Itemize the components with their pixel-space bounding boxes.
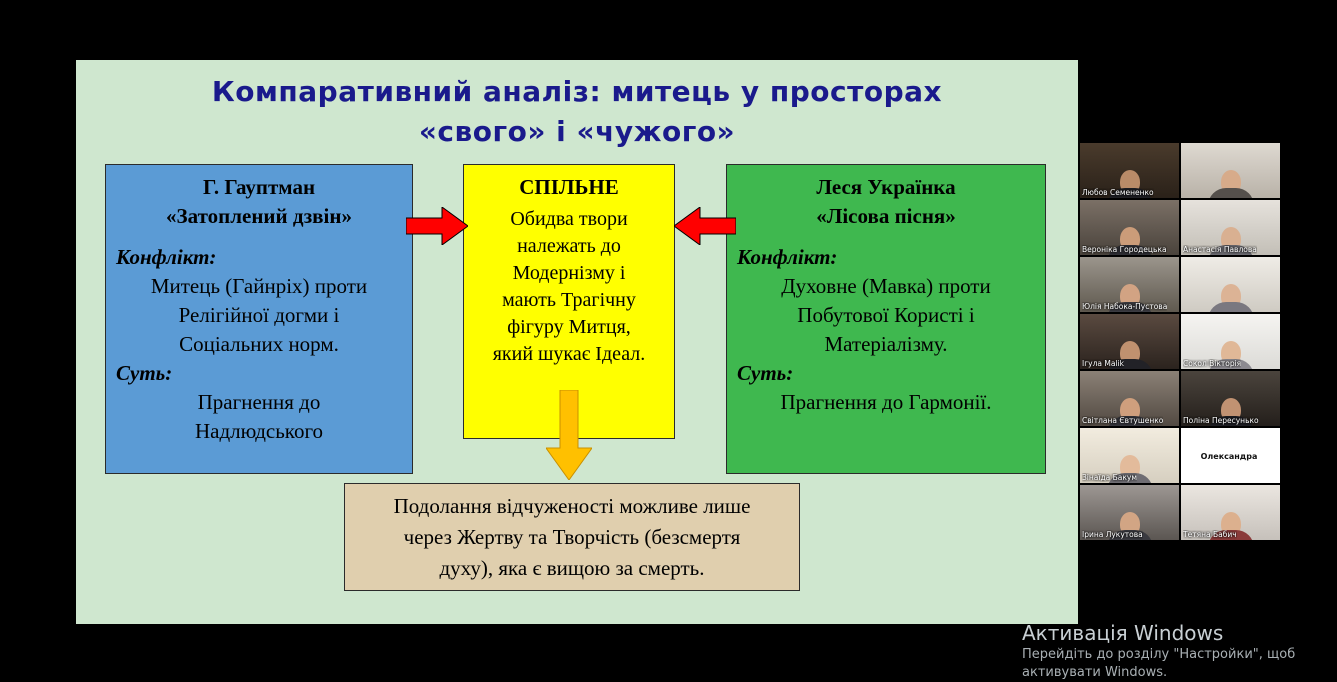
video-row xyxy=(1080,143,1280,198)
participant-tile[interactable] xyxy=(1080,257,1179,312)
watermark-title: Активація Windows xyxy=(1022,621,1224,645)
middle-box-line-3: Модернізму і xyxy=(512,262,626,284)
watermark-line-2: активувати Windows. xyxy=(1022,665,1168,680)
participant-name: Зінаїда Бакум xyxy=(1082,473,1138,482)
middle-box-line-6: який шукає Ідеал. xyxy=(492,343,646,365)
participant-name: Вероніка Городецька xyxy=(1082,245,1167,254)
slide-title-line-2: «свого» і «чужого» xyxy=(418,115,736,148)
left-box-body xyxy=(116,243,402,446)
participant-tile[interactable] xyxy=(1181,143,1280,198)
participant-name: Ігула Malik xyxy=(1082,359,1124,368)
right-box-conflict-line-2: Побутової Користі і xyxy=(797,303,975,327)
participant-name: Юлія Набока-Пустова xyxy=(1082,302,1168,311)
left-box-heading-line-2: «Затоплений дзвін» xyxy=(166,204,352,228)
participant-tile[interactable] xyxy=(1080,143,1179,198)
slide-title-line-1: Компаративний аналіз: митець у просторах xyxy=(211,75,943,108)
arrow-right-pointing-icon xyxy=(406,207,468,245)
participant-tile[interactable] xyxy=(1080,371,1179,426)
video-row xyxy=(1080,428,1280,483)
slide-title xyxy=(76,72,1078,152)
participant-tile[interactable] xyxy=(1181,371,1280,426)
left-box-essence-line-2: Надлюдського xyxy=(194,419,324,443)
left-box-essence-line-1: Прагнення до xyxy=(197,390,321,414)
video-row xyxy=(1080,485,1280,540)
participant-tile[interactable] xyxy=(1181,200,1280,255)
middle-box-line-4: мають Трагічну xyxy=(502,289,636,311)
left-box-heading-line-1: Г. Гауптман xyxy=(202,175,316,199)
right-box-conflict-line-1: Духовне (Мавка) проти xyxy=(781,274,991,298)
right-box-essence-label: Суть: xyxy=(737,361,794,385)
right-box-conflict-line-3: Матеріалізму. xyxy=(824,332,948,356)
comparison-box-right xyxy=(726,164,1046,474)
right-box-heading-line-2: «Лісова пісня» xyxy=(816,204,956,228)
participant-tile[interactable] xyxy=(1080,200,1179,255)
participant-tile[interactable] xyxy=(1181,485,1280,540)
watermark-line-1: Перейдіть до розділу "Настройки", щоб xyxy=(1022,647,1296,662)
participant-name: Тетяна Бабич xyxy=(1183,530,1237,539)
left-box-heading xyxy=(116,173,402,231)
participant-tile[interactable] xyxy=(1080,485,1179,540)
participant-video-grid xyxy=(1080,143,1280,543)
right-box-heading xyxy=(737,173,1035,231)
right-box-essence-line-1: Прагнення до Гармонії. xyxy=(780,390,992,414)
participant-name: Сокол Вікторія xyxy=(1183,359,1242,368)
video-row xyxy=(1080,200,1280,255)
participant-tile[interactable] xyxy=(1181,314,1280,369)
arrow-down-pointing-icon xyxy=(546,390,592,480)
arrow-left-pointing-icon xyxy=(674,207,736,245)
windows-activation-watermark xyxy=(1022,620,1337,682)
presentation-slide xyxy=(76,60,1078,624)
conclusion-box xyxy=(344,483,800,591)
participant-name: Світлана Євтушенко xyxy=(1082,416,1164,425)
participant-name: Ірина Лукутова xyxy=(1082,530,1143,539)
left-box-conflict-line-2: Релігійної догми і xyxy=(178,303,340,327)
left-box-conflict-line-1: Митець (Гайнріх) проти xyxy=(150,274,368,298)
left-box-conflict-label: Конфлікт: xyxy=(116,245,217,269)
conclusion-line-1: Подолання відчуженості можливе лише xyxy=(393,493,751,518)
conclusion-line-3: духу), яка є вищою за смерть. xyxy=(439,555,705,580)
left-box-essence-label: Суть: xyxy=(116,361,173,385)
participant-name: Любов Семененко xyxy=(1082,188,1154,197)
comparison-box-left xyxy=(105,164,413,474)
participant-name: Олександра xyxy=(1200,452,1258,461)
conclusion-line-2: через Жертву та Творчість (безсмертя xyxy=(403,524,741,549)
video-row xyxy=(1080,314,1280,369)
left-box-conflict-line-3: Соціальних норм. xyxy=(179,332,339,356)
participant-tile[interactable] xyxy=(1181,257,1280,312)
right-box-heading-line-1: Леся Українка xyxy=(816,175,956,199)
middle-box-line-2: належать до xyxy=(517,235,621,257)
participant-name: Анастасія Павлова xyxy=(1183,245,1257,254)
participant-tile[interactable] xyxy=(1181,428,1280,483)
middle-box-body xyxy=(474,206,664,368)
video-row xyxy=(1080,257,1280,312)
right-box-body xyxy=(737,243,1035,417)
middle-box-heading: СПІЛЬНЕ xyxy=(519,175,619,199)
video-row xyxy=(1080,371,1280,426)
participant-tile[interactable] xyxy=(1080,428,1179,483)
middle-box-line-5: фігуру Митця, xyxy=(507,316,631,338)
participant-name: Поліна Пересунько xyxy=(1183,416,1259,425)
participant-tile[interactable] xyxy=(1080,314,1179,369)
middle-box-line-1: Обидва твори xyxy=(510,208,628,230)
right-box-conflict-label: Конфлікт: xyxy=(737,245,838,269)
